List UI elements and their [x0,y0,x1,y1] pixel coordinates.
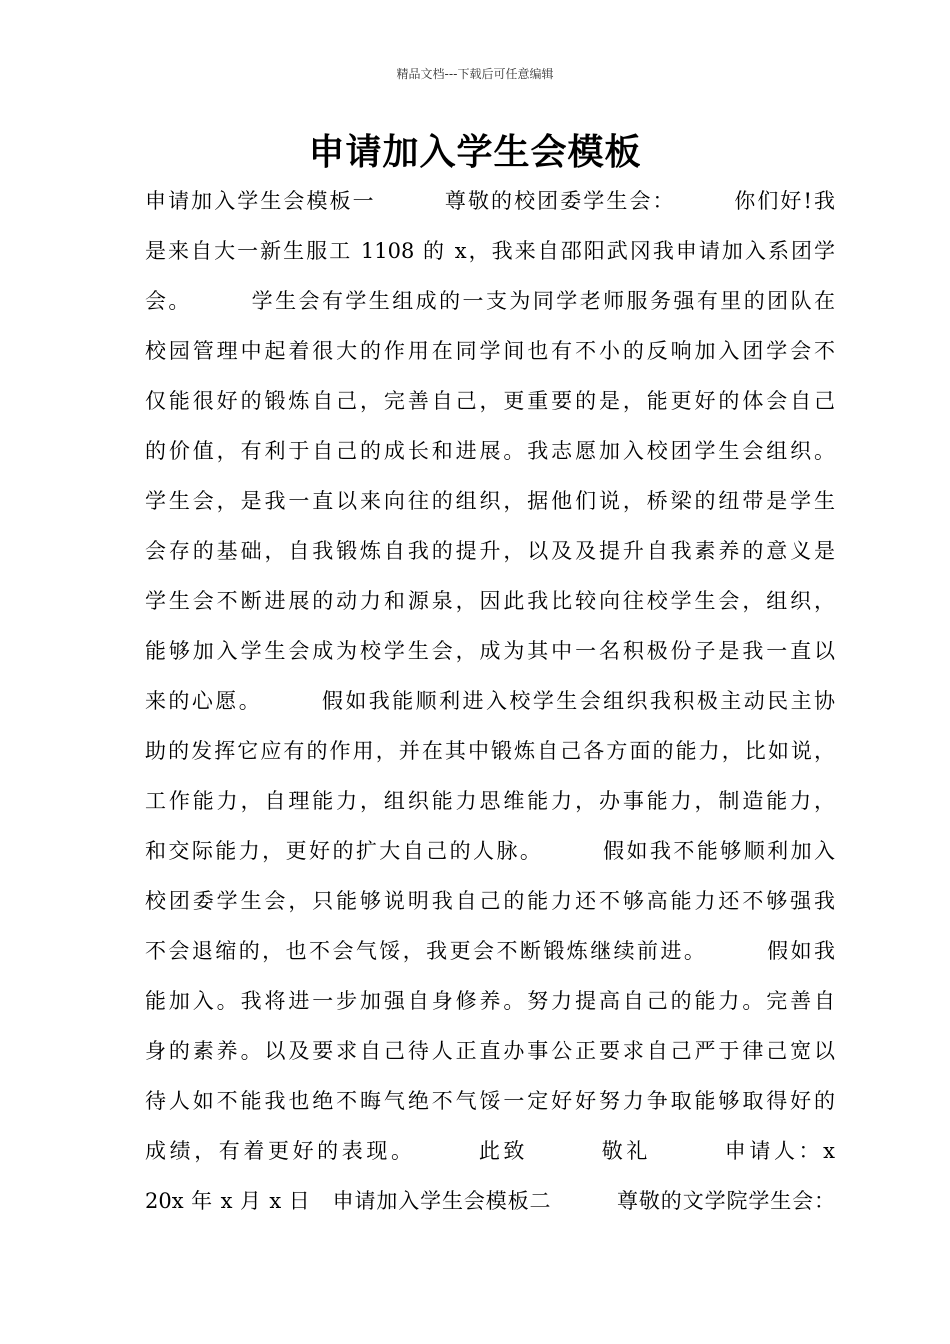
body-line: 会。 学生会有学生组成的一支为同学老师服务强有里的团队在 [145,289,835,313]
body-line: 和交际能力，更好的扩大自己的人脉。 假如我不能够顺利加入 [145,839,835,863]
body-line: 仅能很好的锻炼自己，完善自己，更重要的是，能更好的体会自己 [145,389,835,413]
body-line: 待人如不能我也绝不晦气绝不气馁一定好好努力争取能够取得好的 [145,1089,835,1113]
body-line: 来的心愿。 假如我能顺利进入校学生会组织我积极主动民主协 [145,689,835,713]
body-line: 能加入。我将进一步加强自身修养。努力提高自己的能力。完善自 [145,989,835,1013]
body-line: 能够加入学生会成为校学生会，成为其中一名积极份子是我一直以 [145,639,835,663]
body-line: 成绩，有着更好的表现。 此致 敬礼 申请人：x [145,1139,835,1163]
body-line: 的价值，有利于自己的成长和进展。我志愿加入校团学生会组织。 [145,439,835,463]
body-line: 不会退缩的，也不会气馁，我更会不断锻炼继续前进。 假如我 [145,939,835,963]
body-line: 工作能力，自理能力，组织能力思维能力，办事能力，制造能力， [145,789,835,813]
body-line: 助的发挥它应有的作用，并在其中锻炼自己各方面的能力，比如说， [145,739,835,763]
body-line: 学生会不断进展的动力和源泉，因此我比较向往校学生会，组织， [145,589,835,613]
body-line: 校团委学生会，只能够说明我自己的能力还不够高能力还不够强我 [145,889,835,913]
body-line: 申请加入学生会模板一 尊敬的校团委学生会： 你们好!我 [145,189,835,213]
body-line: 会存的基础，自我锻炼自我的提升，以及及提升自我素养的意义是 [145,539,835,563]
body-line: 学生会，是我一直以来向往的组织，据他们说，桥梁的纽带是学生 [145,489,835,513]
body-line: 20x 年 x 月 x 日 申请加入学生会模板二 尊敬的文学院学生会： [145,1189,835,1213]
document-title: 申请加入学生会模板 [308,132,642,173]
body-line: 校园管理中起着很大的作用在同学间也有不小的反响加入团学会不 [145,339,835,363]
body-line: 是来自大一新生服工 1108 的 x，我来自邵阳武冈我申请加入系团学 [145,239,835,263]
body-line: 身的素养。以及要求自己待人正直办事公正要求自己严于律己宽以 [145,1039,835,1063]
page-header: 精品文档---下载后可任意编辑 [396,67,554,81]
document-body [145,176,835,1226]
